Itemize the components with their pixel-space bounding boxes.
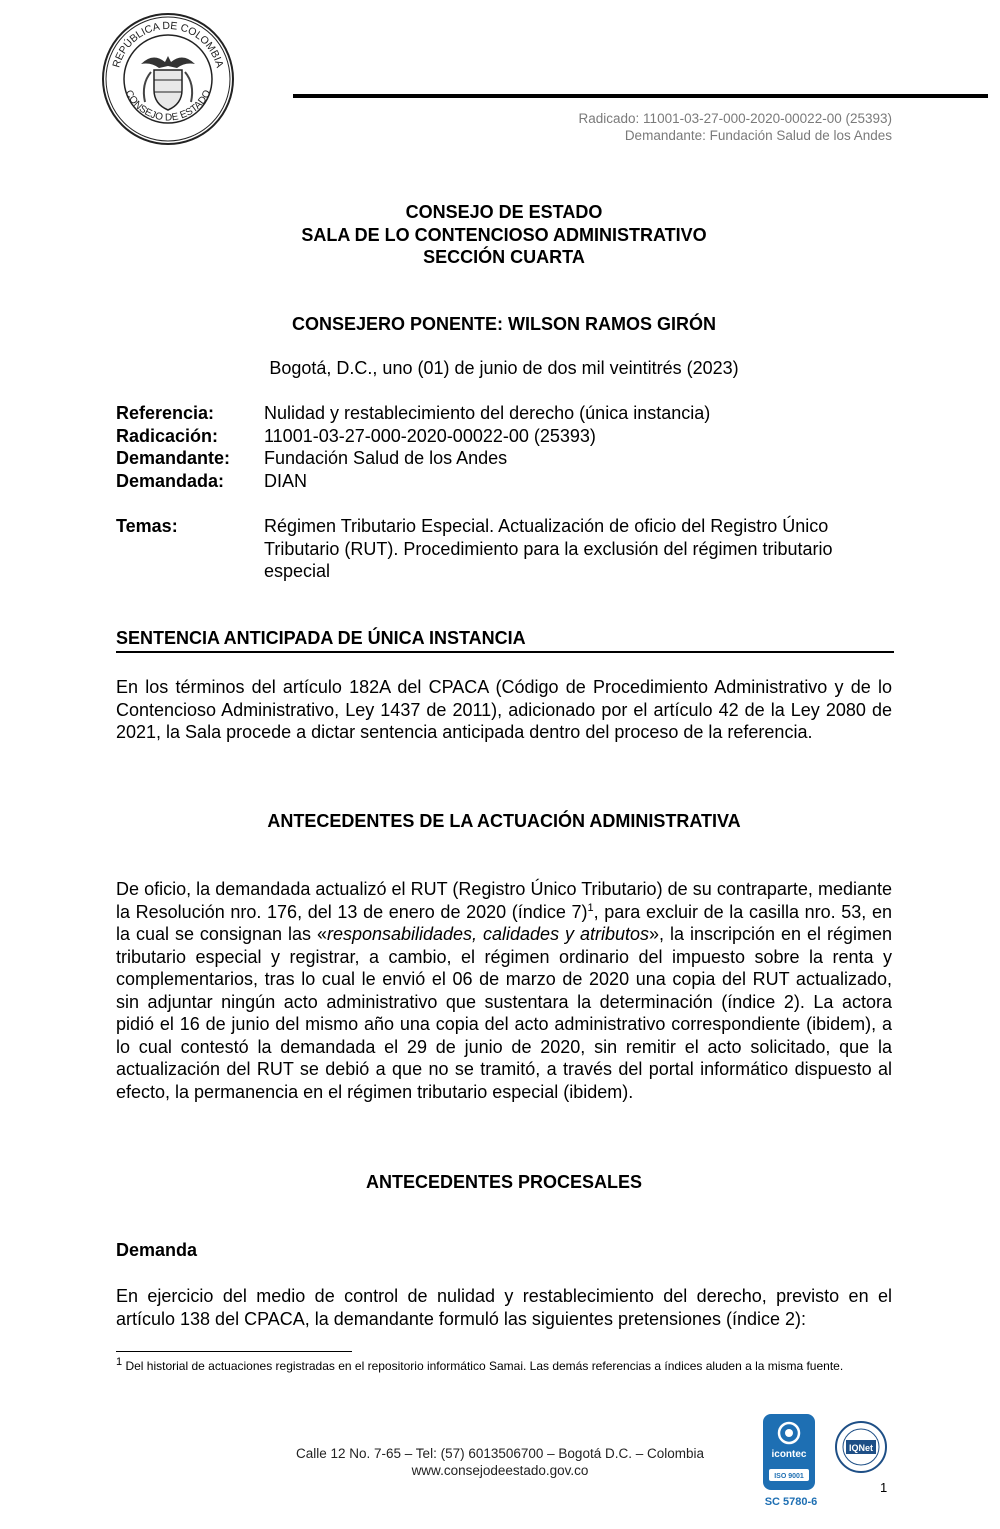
footer-address: Calle 12 No. 7-65 – Tel: (57) 6013506700 – Bogotá D.C. – Colombia [295, 1446, 704, 1461]
reference-table [116, 402, 894, 492]
date-line: Bogotá, D.C., uno (01) de junio de dos mil veintitrés (2023) [269, 358, 739, 378]
reference-row [116, 402, 894, 425]
title-line-2: SALA DE LO CONTENCIOSO ADMINISTRATIVO [301, 224, 707, 245]
reference-row [116, 425, 894, 448]
subheading-demanda: Demanda [116, 1240, 198, 1260]
section-heading-sentencia: SENTENCIA ANTICIPADA DE ÚNICA INSTANCIA [116, 628, 894, 653]
footer-website[interactable]: www.consejodeestado.gov.co [411, 1463, 589, 1478]
iqnet-certification-icon [834, 1420, 888, 1474]
paragraph-intro: En los términos del artículo 182A del CPACA (Código de Procedimiento Administrativo y de lo Contencioso Administrativo, Ley 1437 de 2011), adicionado por el artículo 42 de la Ley 2080 de 2021, la Sala procede a dictar sentencia anticipada dentro del proceso de la referencia. [116, 677, 892, 742]
header-demandante: Demandante: Fundación Salud de los Andes [624, 128, 892, 143]
reference-value: 11001-03-27-000-2020-00022-00 (25393) [264, 425, 596, 446]
section-heading-antecedentes-procesales: ANTECEDENTES PROCESALES [365, 1172, 643, 1192]
svg-text:CONSEJO DE ESTADO: CONSEJO DE ESTADO [122, 88, 214, 124]
svg-text:ISO 9001: ISO 9001 [774, 1473, 804, 1480]
reference-label: Referencia: [116, 403, 215, 423]
reference-row [116, 447, 894, 470]
header-rule [293, 94, 988, 98]
svg-text:IQNet: IQNet [848, 1443, 874, 1453]
consejo-de-estado-seal-icon [101, 12, 235, 146]
paragraph-antecedentes [116, 878, 892, 1103]
paragraph-demanda: En ejercicio del medio de control de nulidad y restablecimiento del derecho, previsto en el artículo 138 del CPACA, la demandante formuló las siguientes pretensiones (índice 2): [116, 1286, 892, 1329]
header-radicado: Radicado: 11001-03-27-000-2020-00022-00 (25393) [578, 111, 892, 126]
title-line-1: CONSEJO DE ESTADO [405, 202, 603, 222]
page-number: 1 [880, 1480, 888, 1495]
temas-value: Régimen Tributario Especial. Actualización de oficio del Registro Único Tributario (RUT). Procedimiento para la exclusión del régimen tributario especial [264, 516, 833, 581]
title-line-3: SECCIÓN CUARTA [423, 247, 585, 267]
reference-label: Demandada: [116, 470, 225, 491]
consejero-ponente: CONSEJERO PONENTE: WILSON RAMOS GIRÓN [291, 314, 717, 334]
temas-row [116, 515, 892, 583]
footnote-separator [116, 1351, 352, 1352]
reference-label: Demandante: [116, 448, 231, 468]
section-heading-antecedentes-administrativa: ANTECEDENTES DE LA ACTUACIÓN ADMINISTRATIVA [267, 811, 741, 831]
svg-text:icontec: icontec [771, 1449, 807, 1460]
paragraph-text: , para excluir de la casilla nro. 53, en la cual se consignan las « [116, 901, 892, 944]
paragraph-text: De oficio, la demandada actualizó el RUT (Registro Único Tributario) de su contraparte, mediante la Resolución nro. 176, del 13 de enero de 2020 (índice 7) [116, 879, 892, 922]
footnote-text: Del historial de actuaciones registradas en el repositorio informático Samai. Las demás referencias a índices aluden a la misma fuente. [122, 1359, 844, 1373]
svg-text:REPÚBLICA DE COLOMBIA: REPÚBLICA DE COLOMBIA [110, 19, 226, 70]
document-title [116, 201, 892, 269]
reference-row [116, 470, 894, 493]
running-header [579, 110, 892, 144]
icontec-certification-icon [762, 1413, 816, 1491]
page-footer [260, 1445, 740, 1479]
footnote-reference[interactable]: 1 [587, 901, 594, 914]
sc-certificate-code: SC 5780-6 [764, 1496, 818, 1508]
reference-label: Radicación: [116, 425, 219, 446]
reference-value: DIAN [264, 470, 308, 491]
footnote [116, 1356, 892, 1375]
footnote-number: 1 [116, 1356, 123, 1368]
reference-value: Nulidad y restablecimiento del derecho (única instancia) [264, 403, 711, 423]
reference-value: Fundación Salud de los Andes [264, 448, 508, 468]
temas-label: Temas: [116, 516, 178, 536]
paragraph-text: », la inscripción en el régimen tributario especial y registrar, a cambio, el régimen ordinario del impuesto sobre la renta y complementarios, tras lo cual le envió el 06 de marzo de 2020 una copia del RUT actualizado, sin adjuntar ningún acto administrativo que sustentara la determinación (índice 2). La actora pidió el 16 de junio del mismo año una copia del acto administrativo correspondiente (ibidem), a lo cual contestó la demandada el 29 de junio de 2020, sin remitir el acto solicitado, que la actualización del RUT se debió a que no se tramitó, a través del portal informático dispuesto al efecto, la permanencia en el régimen tributario especial (ibidem). [116, 924, 892, 1102]
italic-quote: responsabilidades, calidades y atributos [326, 924, 650, 944]
